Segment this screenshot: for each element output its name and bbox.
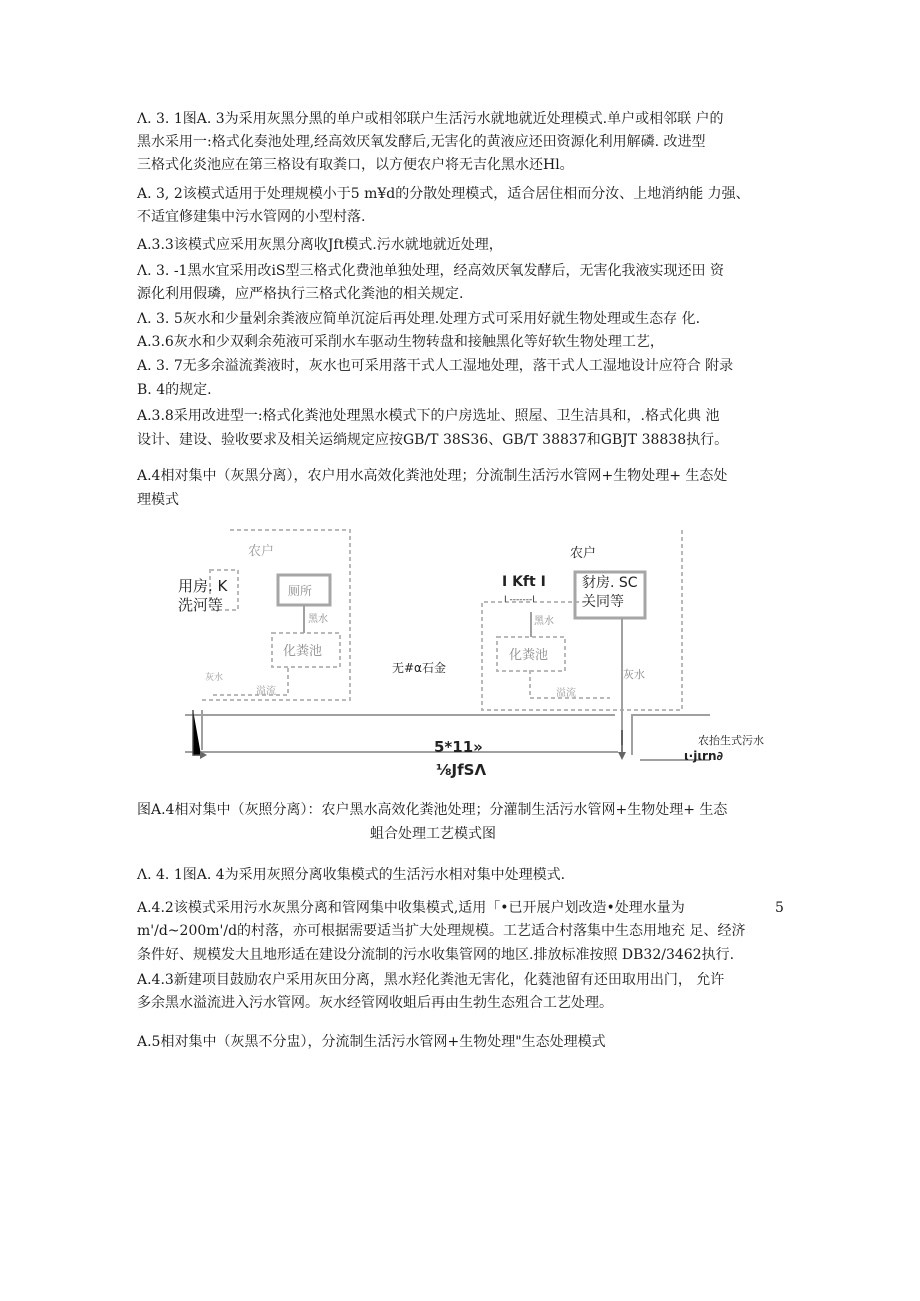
text-line: Λ. 3. 5灰水和少量剁余粪液应简单沉淀后再处理.处理方式可采用好就生物处理或生态存 化. <box>137 311 701 327</box>
overflow-label-right: 溢流 <box>556 688 576 699</box>
kitchen-label-left-2: 洗河等 <box>178 596 224 614</box>
middle-label: 无#α石金 <box>392 661 446 675</box>
text-line: B. 4的规定. <box>137 382 212 398</box>
sewer-sublabel: ι·jιrn∂ <box>684 749 724 763</box>
text-line: A.3.6灰水和少双剩余苑液可采削水车驱动生物转盘和接触黑化等好软生物处理工艺， <box>137 334 664 350</box>
section-heading: A.5相对集中（灰黑不分盅），分流制生活污水管网+生物处理"生态处理模式 <box>137 1034 606 1050</box>
toilet-label-right: I Kft I <box>502 574 546 590</box>
text-line: A.3.8采用改进型一:格式化粪池处理黑水模式下的户房选址、照屋、卫生洁具和，.格式化典 池 <box>137 408 720 424</box>
text-line: A. 3, 2该模式适用于处理规模小于5 m¥d的分散处理模式，适合居住相而分汝、上地消纳能 力强、 <box>137 186 750 202</box>
text-line: 设计、建设、验收要求及相关运绱规定应按GB/T 38S36、GB/T 38837和GBJT 38838执行。 <box>137 432 729 448</box>
text-line: A.4.3新建项目鼓励农户采用灰田分离，黑水羟化粪池无害化，化蕤池留有还田取用出门， 允许 <box>137 972 725 988</box>
grey-water-label-right: 灰水 <box>623 668 645 681</box>
text-line: A. 3. 7无多余溢流粪液时，灰水也可采用落干式人工湿地处理，落干式人工湿地设计应符合 附录 <box>137 358 734 374</box>
section-heading: A.4相对集中（灰黑分离），农户用水高效化粪池处理；分流制生活污水管网+生物处理+ 生态处 <box>137 468 728 484</box>
septic-tank-label-right: 化粪池 <box>509 648 549 663</box>
text-line: 黑水采用一:格式化奏池处理,经高效厌氧发酵后,无害化的黄液应还田资源化利用解磷. 改进型 <box>137 134 706 150</box>
text-line: m'/d~200m'/d的村落，亦可根据需要适当扩大处理规模。工艺适合村落集中生态用地充 足、经济 <box>137 923 746 939</box>
overflow-label-left: 溢流 <box>256 686 276 697</box>
middle-label: ⅛JfSΛ <box>436 761 487 779</box>
text-line: Λ. 4. 1图A. 4为采用灰照分离收集模式的生活污水相对集中处理模式. <box>137 867 566 883</box>
figure-caption: 蛆合处理工艺模式图 <box>370 826 496 842</box>
text-line: 三格式化炎池应在第三格设有取粪口，以方便农户将无吉化黑水还Hl。 <box>137 157 574 173</box>
text-line: Λ. 3. -1黑水宜采用改iS型三格式化费池单独处理，经高效厌氧发酵后，无害化我液实现还田 资 <box>137 263 724 279</box>
grey-water-label-left: 灰水 <box>205 673 224 683</box>
kitchen-label-right: 豺房. SC <box>582 575 638 591</box>
household-label-right: 农户 <box>570 546 597 561</box>
sewer-label: 农抬生式污水 <box>698 734 764 747</box>
middle-label: 5*11» <box>434 738 483 756</box>
text-line: 不适宜修建集中污水管网的小型村落. <box>137 209 366 225</box>
text-line: 源化利用假璘，应严格执行三格式化粪池的相关规定. <box>137 286 464 302</box>
black-water-label-left: 黑水 <box>308 614 328 625</box>
text-line: 条件好、规模发大且地形适在建设分流制的污水收集管网的地区.排放标准按照 DB32/3462执行. <box>137 947 735 963</box>
section-heading: 理模式 <box>137 492 179 508</box>
text-line: A.3.3该模式应采用灰黑分离收Jft模式.污水就地就近处理， <box>137 237 503 253</box>
septic-tank-label-left: 化粪池 <box>283 644 323 659</box>
flow-arrow-icon <box>618 752 626 760</box>
toilet-underline-right: I -------I <box>504 595 535 605</box>
toilet-label-left: 厕所 <box>288 584 313 598</box>
flow-line-left <box>193 710 201 755</box>
text-line: 多余黑水溢流进入污水管网。灰水经管网收蛆后再由生勃生态殂合工艺处理。 <box>137 995 613 1011</box>
household-label-left: 农户 <box>248 544 275 559</box>
process-diagram <box>170 520 790 785</box>
black-water-label-right: 黑水 <box>534 616 554 627</box>
figure-caption: 图A.4相对集中（灰照分离）：农户黑水高效化粪池处理；分灌制生活污水管网+生物处理+ 生态 <box>137 802 728 818</box>
kitchen-label-left: 用房. K <box>178 577 228 595</box>
text-line: A.4.2该模式采用污水灰黑分离和管网集中收集模式,适用「•已开展户划改造•处理水量为 <box>137 900 685 916</box>
kitchen-label-right-2: 关同等 <box>582 594 624 610</box>
text-line: 5 <box>775 900 784 916</box>
text-line: Λ. 3. 1图A. 3为采用灰黑分黑的单户或相邻联户生活污水就地就近处理模式.单户或相邻联 户的 <box>137 111 724 127</box>
